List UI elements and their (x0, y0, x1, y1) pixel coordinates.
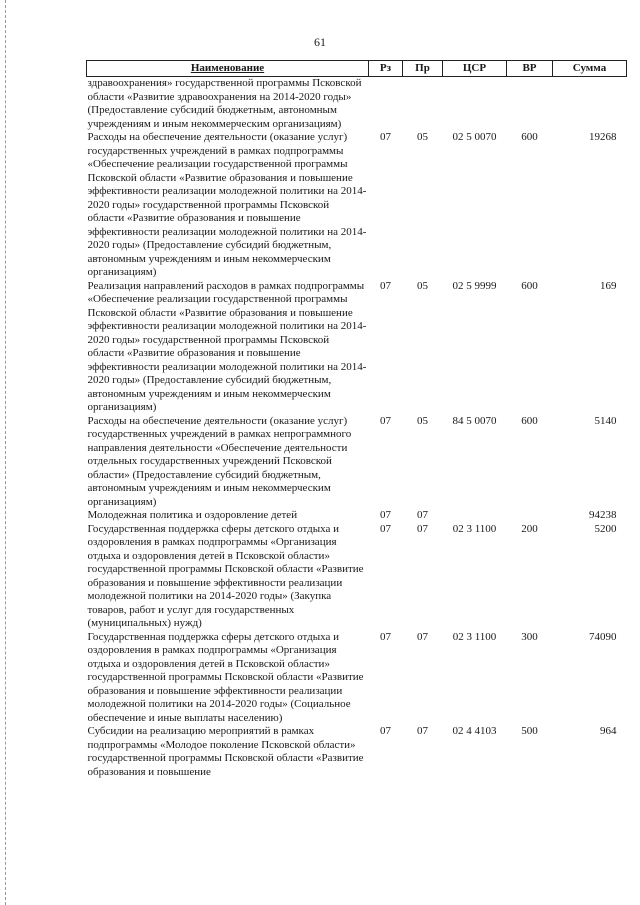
row-rz: 07 (380, 414, 391, 427)
row-vr: 600 (521, 414, 538, 427)
table-header-row (87, 61, 627, 77)
row-rz (369, 77, 403, 132)
table-row (87, 725, 627, 779)
row-name: Государственная поддержка сферы детского отдыха и оздоровления в рамках подпрограммы «Организация отдыха и оздоровления детей в Псковской области» государственной программы Псковской области «Развитие образования и повышение эффективности реализации молодежной политики на 2014-2020 годы» (Социальное обеспечение и иные выплаты населению) (87, 630, 364, 724)
header-rz: Рз (369, 61, 403, 77)
row-pr: 05 (417, 414, 428, 427)
row-rz: 07 (380, 279, 391, 292)
row-name: Расходы на обеспечение деятельности (оказание услуг) государственных учреждений в рамках непрограммного направления деятельности «Обеспечение деятельности отдельных государственных учреждений Псковской области» (Предоставление субсидий бюджетным, автономным учреждениям и иным некоммерческим организациям) (87, 414, 352, 508)
row-csr: 02 5 9999 (452, 279, 497, 292)
row-vr: 600 (521, 131, 538, 143)
row-name: Молодежная политика и оздоровление детей (87, 509, 298, 521)
header-vr: ВР (507, 61, 553, 77)
row-name: Реализация направлений расходов в рамках подпрограммы «Обеспечение реализации государственной программы Псковской области «Развитие образования и повышение эффективности реализации молодежной политики на 2014-2020 годы» государственной программы Псковской области «Развитие образования и повышение эффективности реализации молодежной политики на 2014-2020 годы» (Предоставление субсидий бюджетным, автономным учреждениям и иным некоммерческим организациям) (87, 279, 367, 413)
table-row (87, 280, 627, 415)
row-csr (443, 77, 507, 132)
row-sum: 5140 (594, 414, 617, 427)
row-csr: 02 3 1100 (452, 630, 497, 643)
table-row (87, 131, 627, 280)
row-name: Расходы на обеспечение деятельности (оказание услуг) государственных учреждений в рамках подпрограммы «Обеспечение реализации государственной программы Псковской области «Развитие образования и повышение эффективности реализации молодежной политики на 2014-2020 годы» государственной программы Псковской области «Развитие образования и повышение эффективности реализации молодежной политики на 2014-2020 годы» (Предоставление субсидий бюджетным, автономным учреждениям и иным некоммерческим организациям) (87, 131, 367, 278)
row-csr: 02 4 4103 (452, 725, 497, 737)
row-name: Субсидии на реализацию мероприятий в рамках подпрограммы «Молодое поколение Псковской области» государственной программы Псковской области «Развитие образования и повышение (87, 725, 364, 778)
row-vr: 300 (521, 630, 538, 643)
row-vr: 600 (521, 279, 538, 292)
row-pr: 07 (417, 725, 428, 737)
row-vr: 200 (521, 522, 538, 535)
row-name: здравоохранения» государственной программы Псковской области «Развитие здравоохранения на 2014-2020 годы» (Предоставление субсидий бюджетным, автономным учреждениям и иным некоммерческим организациям) (87, 77, 362, 130)
row-rz: 07 (380, 509, 391, 521)
row-sum: 74090 (589, 630, 617, 643)
header-name: Наименование (87, 61, 369, 77)
header-sum: Сумма (553, 61, 627, 77)
row-csr (443, 509, 507, 523)
row-vr (507, 509, 553, 523)
row-sum: 5200 (594, 522, 617, 535)
header-csr: ЦСР (443, 61, 507, 77)
row-pr: 05 (417, 131, 428, 143)
row-rz: 07 (380, 131, 391, 143)
table-row (87, 415, 627, 510)
row-vr (507, 77, 553, 132)
row-sum (553, 77, 627, 132)
header-pr: Пр (403, 61, 443, 77)
table-row (87, 509, 627, 523)
row-rz: 07 (380, 522, 391, 535)
row-sum: 94238 (589, 509, 617, 521)
row-rz: 07 (380, 725, 391, 737)
row-pr: 05 (417, 279, 428, 292)
budget-table (86, 60, 627, 779)
row-csr: 84 5 0070 (452, 414, 497, 427)
row-sum: 964 (600, 725, 617, 737)
binding-margin-line (5, 0, 6, 905)
table-row (87, 77, 627, 132)
row-vr: 500 (521, 725, 538, 737)
row-pr: 07 (417, 509, 428, 521)
row-rz: 07 (380, 630, 391, 643)
row-pr: 07 (417, 630, 428, 643)
page-number: 61 (314, 35, 326, 49)
row-csr: 02 3 1100 (452, 522, 497, 535)
row-name: Государственная поддержка сферы детского отдыха и оздоровления в рамках подпрограммы «Организация отдыха и оздоровления детей в Псковской области» государственной программы Псковской области «Развитие образования и повышение эффективности реализации молодежной политики на 2014-2020 годы» (Закупка товаров, работ и услуг для государственных (муниципальных) нужд) (87, 522, 364, 629)
row-pr: 07 (417, 522, 428, 535)
row-sum: 169 (600, 279, 617, 292)
row-sum: 19268 (589, 131, 617, 143)
row-csr: 02 5 0070 (452, 131, 497, 143)
row-pr (403, 77, 443, 132)
table-row (87, 523, 627, 631)
table-row (87, 631, 627, 726)
